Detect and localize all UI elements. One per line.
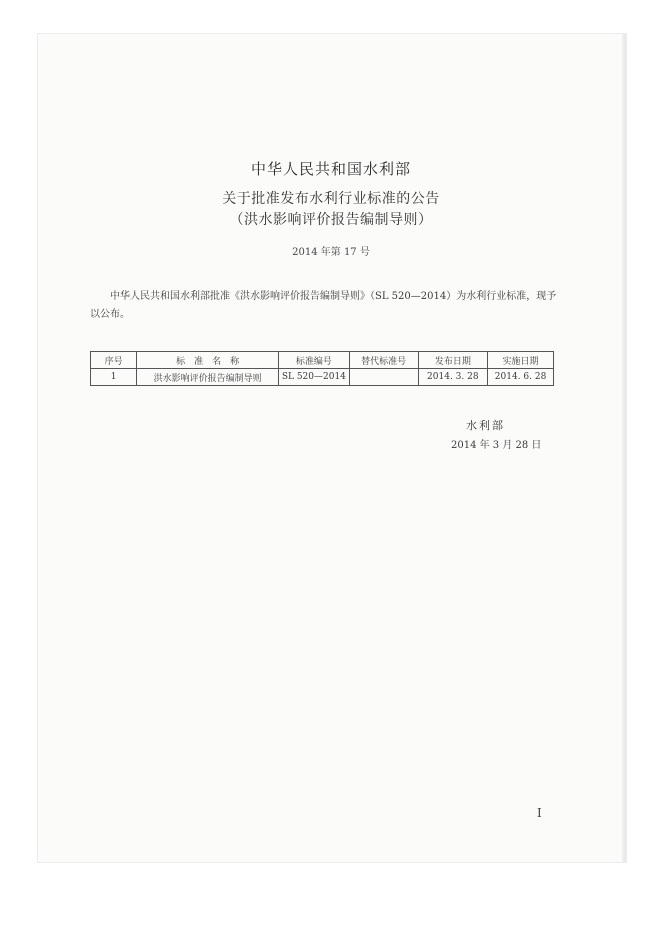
announcement-paragraph: 中华人民共和国水利部批准《洪水影响评价报告编制导则》（SL 520—2014）为水利行业标准，现予以公布。: [90, 291, 557, 320]
cell-no: 1: [91, 369, 137, 386]
cell-name: 洪水影响评价报告编制导则: [137, 369, 279, 386]
ministry-title: 中华人民共和国水利部: [250, 160, 411, 178]
header-no: 序号: [91, 352, 137, 369]
header-replaces: 替代标准号: [349, 352, 418, 369]
cell-published: 2014. 3. 28: [418, 369, 487, 386]
cell-code: SL 520—2014: [278, 369, 349, 386]
header-implemented: 实施日期: [488, 352, 554, 369]
signature-date: 2014 年 3 月 28 日: [451, 440, 542, 451]
header-published: 发布日期: [418, 352, 487, 369]
standards-table: [90, 351, 554, 386]
cell-replaces: [349, 369, 418, 386]
notice-title: 关于批准发布水利行业标准的公告: [222, 191, 440, 207]
table-row: [91, 369, 554, 386]
header-name: 标 准 名 称: [137, 352, 279, 369]
cell-implemented: 2014. 6. 28: [488, 369, 554, 386]
page-number: I: [537, 806, 542, 820]
notice-subtitle: （洪水影响评价报告编制导则）: [229, 212, 433, 228]
header-code: 标准编号: [278, 352, 349, 369]
table-header-row: [91, 352, 554, 369]
signature-organization: 水利部: [466, 419, 505, 432]
document-number: 2014 年第 17 号: [292, 247, 370, 258]
